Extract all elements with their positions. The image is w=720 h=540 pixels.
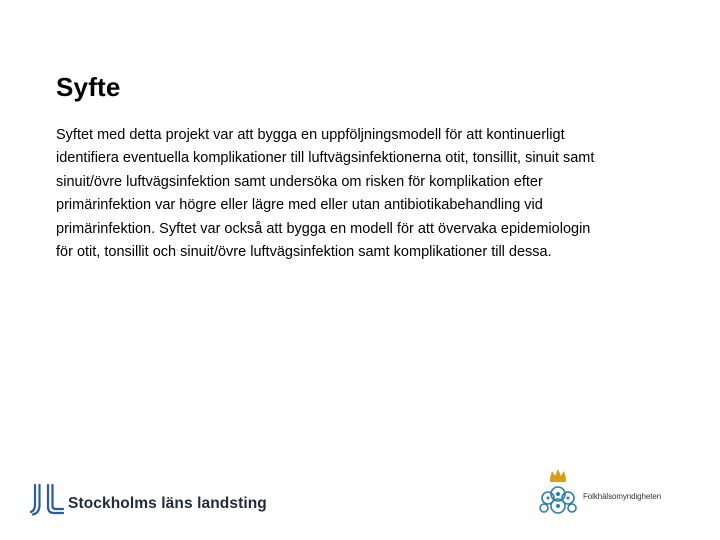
sll-logo-icon xyxy=(30,482,64,516)
slide-body xyxy=(56,124,656,264)
sll-logo-text: Stockholms läns landsting xyxy=(68,495,267,512)
body-line: primärinfektion. Syftet var också att bygga en modell för att övervaka epidemiologin xyxy=(56,220,591,237)
body-line: sinuit/övre luftvägsinfektion samt undersöka om risken för komplikation efter xyxy=(56,173,543,190)
fhm-logo xyxy=(536,468,661,518)
body-line: Syftet med detta projekt var att bygga en uppföljningsmodell för att kontinuerligt xyxy=(56,127,565,143)
sll-logo xyxy=(30,482,267,516)
fhm-crown-icon xyxy=(536,468,580,518)
body-line: primärinfektion var högre eller lägre med eller utan antibiotikabehandling vid xyxy=(56,197,543,214)
slide-title: Syfte xyxy=(56,72,121,102)
body-line: för otit, tonsillit och sinuit/övre luftvägsinfektion samt komplikationer till dessa. xyxy=(56,244,552,261)
body-line: identifiera eventuella komplikationer till luftvägsinfektionerna otit, tonsillit, sinuit samt xyxy=(56,150,595,167)
fhm-logo-text: Folkhälsomyndigheten xyxy=(583,491,662,501)
